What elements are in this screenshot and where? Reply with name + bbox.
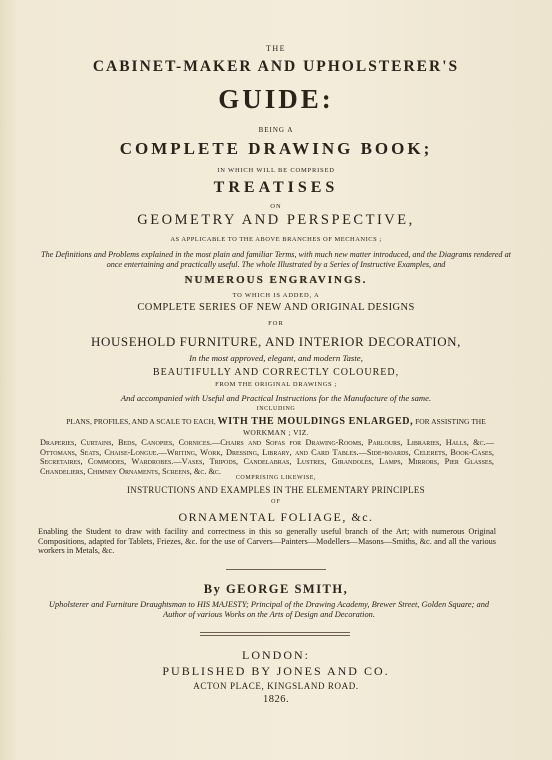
author-line: By GEORGE SMITH,: [203, 582, 349, 596]
being-a-label: BEING A: [258, 126, 294, 134]
enabling-paragraph: Enabling the Student to draw with facility and correctness in this so generally useful branch of the Art; with numerous Original Compositions, adapted for Tablets, Friezes, &c. for the use of Carvers—Painters—Modellers—Masons—Smiths, &c. and all the various workers in Metals, &c.: [38, 527, 496, 556]
beautifully-heading: BEAUTIFULLY AND CORRECTLY COLOURED,: [152, 367, 400, 378]
including-label: INCLUDING: [256, 406, 296, 412]
plans-line: [0, 416, 552, 427]
mouldings-text: WITH THE MOULDINGS ENLARGED,: [217, 416, 414, 427]
workman-line: WORKMAN ; VIZ.: [242, 428, 310, 437]
double-rule: [200, 632, 350, 633]
on-label: ON: [270, 203, 282, 210]
plans-pre-text: PLANS, PROFILES, AND A SCALE TO EACH,: [66, 417, 216, 426]
household-heading: HOUSEHOLD FURNITURE, AND INTERIOR DECORATION,: [90, 334, 462, 349]
in-which-label: IN WHICH WILL BE COMPRISED: [217, 167, 335, 174]
guide-heading: GUIDE:: [218, 84, 334, 114]
author-credentials: Upholsterer and Furniture Draughtsman to HIS MAJESTY; Principal of the Drawing Academy, Brewer Street, Golden Square; and Author of various Works on the Arts of Design and Decoration.: [48, 600, 490, 619]
furniture-list-paragraph: Draperies, Curtains, Beds, Canopies, Cornices.—Chairs and Sofas for Drawing-Rooms, Parlours, Libraries, Halls, &c.—Ottomans, Seats, Chaise-Longue.—Writing, Work, Dressing, Library, and Card Tables.—Side-boards, Celerets, Book-Cases, Secretaires, Commodes, Wardrobes.—Vases, Tripods, Candelabras, Lustres, Girandoles, Lamps, Mirrors, Pier Glasses, Chandeliers, Chimney Ornaments, Screens, &c. &c.: [40, 438, 494, 476]
geometry-heading: GEOMETRY AND PERSPECTIVE,: [137, 212, 415, 228]
complete-series-heading: COMPLETE SERIES OF NEW AND ORIGINAL DESIGNS: [137, 302, 415, 313]
to-which-label: TO WHICH IS ADDED, A: [232, 292, 320, 299]
the-label: THE: [265, 44, 287, 53]
divider-rule: [226, 569, 326, 570]
of-label: OF: [271, 499, 281, 505]
plans-post-text: FOR ASSISTING THE: [415, 417, 486, 426]
most-approved-line: In the most approved, elegant, and modern Taste,: [189, 353, 363, 363]
from-drawings-label: FROM THE ORIGINAL DRAWINGS ;: [215, 381, 337, 388]
year-line: 1826.: [262, 694, 290, 705]
drawing-book-heading: COMPLETE DRAWING BOOK;: [119, 139, 433, 158]
instructions-heading: INSTRUCTIONS AND EXAMPLES IN THE ELEMENTARY PRINCIPLES: [127, 485, 425, 495]
address-line: ACTON PLACE, KINGSLAND ROAD.: [193, 681, 359, 691]
publisher-line: PUBLISHED BY JONES AND CO.: [162, 664, 390, 678]
main-title: CABINET-MAKER AND UPHOLSTERER'S: [92, 58, 460, 75]
for-label: FOR: [268, 320, 284, 327]
as-applicable-label: AS APPLICABLE TO THE ABOVE BRANCHES OF MECHANICS ;: [170, 236, 382, 243]
treatises-heading: TREATISES: [213, 179, 339, 196]
ornamental-heading: ORNAMENTAL FOLIAGE, &c.: [178, 510, 374, 524]
accompanied-line: And accompanied with Useful and Practical Instructions for the Manufacture of the same.: [120, 393, 432, 403]
numerous-engravings: NUMEROUS ENGRAVINGS.: [184, 274, 368, 286]
comprising-label: COMPRISING LIKEWISE,: [235, 475, 317, 481]
definitions-paragraph: The Definitions and Problems explained in the most plain and familiar Terms, with much new matter introduced, and the Diagrams rendered at once entertaining and practically useful. The whole Illustrated by a Series of Instructive Examples, and: [41, 250, 511, 269]
london-line: LONDON:: [242, 648, 310, 662]
